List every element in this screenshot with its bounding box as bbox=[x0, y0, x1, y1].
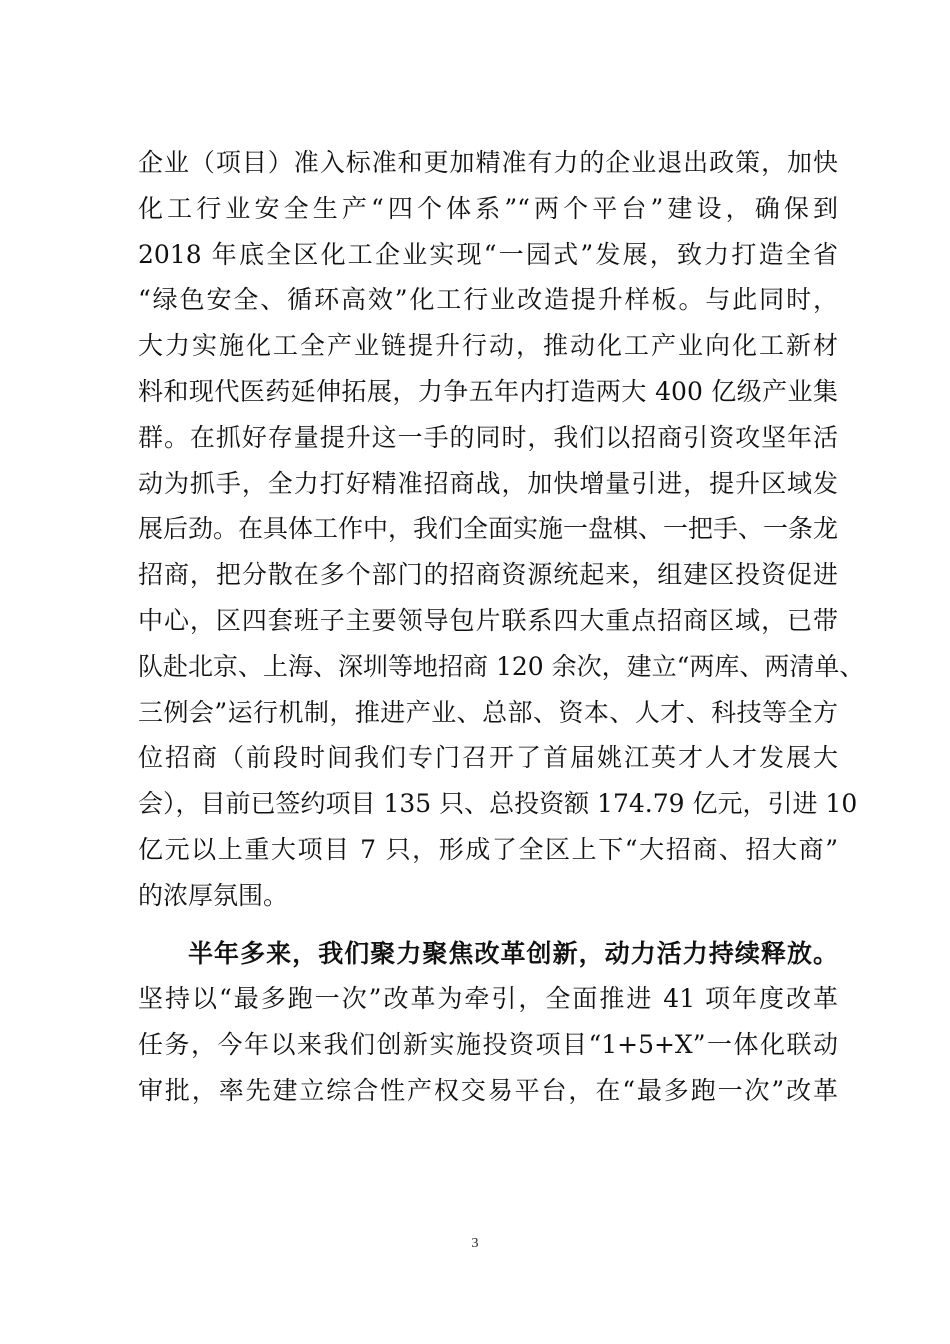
text-line: 企业（项目）准入标准和更加精准有力的企业退出政策，加快 bbox=[138, 148, 838, 177]
text-line: 会），目前已签约项目 135 只、总投资额 174.79 亿元，引进 10 bbox=[138, 789, 858, 819]
text-line: 料和现代医药延伸拓展，力争五年内打造两大 400 亿级产业集 bbox=[138, 376, 838, 406]
text-line: 三例会”运行机制，推进产业、总部、资本、人才、科技等全方 bbox=[138, 697, 838, 727]
text-line: 亿元以上重大项目 7 只，形成了全区上下“大招商、招大商” bbox=[138, 834, 838, 864]
paragraph-gap bbox=[138, 919, 838, 931]
text-line: 大力实施化工全产业链提升行动，推动化工产业向化工新材 bbox=[138, 331, 838, 361]
paragraph-2 bbox=[138, 931, 838, 1114]
text-line: 招商，把分散在多个部门的招商资源统起来，组建区投资促进 bbox=[138, 560, 838, 590]
text-line: 群。在抓好存量提升这一手的同时，我们以招商引资攻坚年活 bbox=[138, 422, 838, 452]
text-line: 动为抓手，全力打好精准招商战，加快增量引进，提升区域发 bbox=[138, 468, 838, 498]
text-line: 化工行业安全生产“四个体系”“两个平台”建设，确保到 bbox=[138, 193, 838, 223]
text-line: 坚持以“最多跑一次”改革为牵引，全面推进 41 项年度改革 bbox=[138, 984, 838, 1014]
text-line: 审批，率先建立综合性产权交易平台，在“最多跑一次”改革 bbox=[138, 1075, 838, 1105]
text-line: “绿色安全、循环高效”化工行业改造提升样板。与此同时， bbox=[138, 285, 838, 315]
text-line: 队赴北京、上海、深圳等地招商 120 余次，建立“两库、两清单、 bbox=[138, 651, 865, 681]
paragraph-heading: 半年多来，我们聚力聚焦改革创新，动力活力持续释放。 bbox=[188, 938, 838, 968]
paragraph-1 bbox=[138, 140, 865, 919]
text-line: 展后劲。在具体工作中，我们全面实施一盘棋、一把手、一条龙 bbox=[138, 514, 839, 544]
text-line: 位招商（前段时间我们专门召开了首届姚江英才人才发展大 bbox=[138, 743, 838, 773]
text-line: 中心，区四套班子主要领导包片联系四大重点招商区域，已带 bbox=[138, 605, 838, 635]
page-number: 3 bbox=[471, 1236, 479, 1251]
text-line: 任务，今年以来我们创新实施投资项目“1+5+X”一体化联动 bbox=[138, 1030, 838, 1060]
text-line: 2018 年底全区化工企业实现“一园式”发展，致力打造全省 bbox=[138, 239, 838, 269]
body-text bbox=[138, 140, 865, 1114]
text-line: 的浓厚氛围。 bbox=[138, 880, 289, 910]
